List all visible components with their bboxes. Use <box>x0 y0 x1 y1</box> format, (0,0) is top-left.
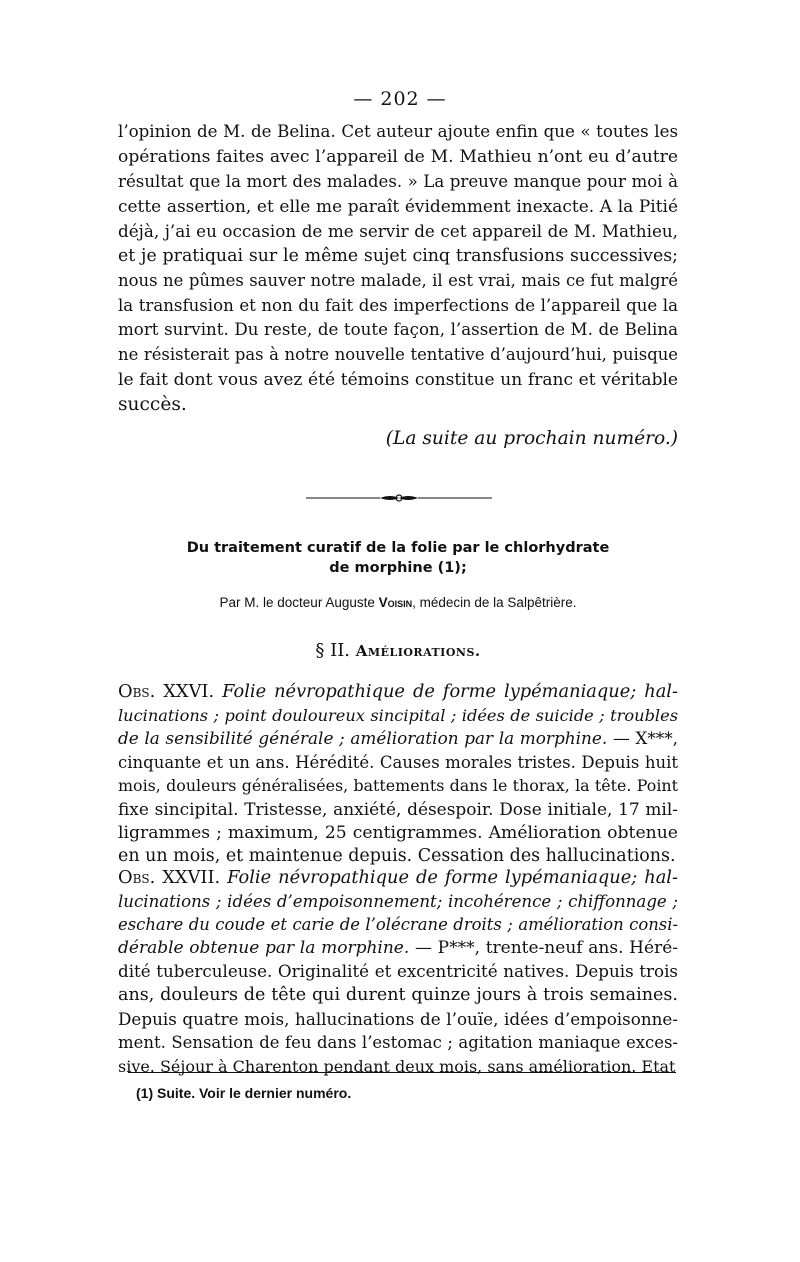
observation-text: Depuis quatre mois, hallucinations de l’ouïe, idées d’empoisonne- <box>118 1008 678 1029</box>
intro-line: nous ne pûmes sauver notre malade, il est vrai, mais ce fut malgré <box>118 270 678 290</box>
intro-line: ne résisterait pas à notre nouvelle tentative d’aujourd’hui, puisque <box>118 345 678 365</box>
observation-line <box>118 984 678 1008</box>
observation-line <box>118 866 678 890</box>
intro-line: la transfusion et non du fait des imperfections de l’appareil que la <box>118 295 678 315</box>
observation-line <box>118 680 678 704</box>
observation-line <box>118 1008 678 1032</box>
author-suffix: , médecin de la Salpêtrière. <box>412 595 577 610</box>
observation-text: — X***, <box>607 728 678 749</box>
observation-line <box>118 890 678 914</box>
author-prefix: Par M. le docteur Auguste <box>219 595 379 610</box>
observation-line <box>118 822 678 846</box>
observation-line <box>118 727 678 751</box>
intro-line: le fait dont vous avez été témoins constitue un franc et véritable <box>118 369 678 390</box>
intro-line: l’opinion de M. de Belina. Cet auteur ajoute enfin que « toutes les <box>118 122 678 141</box>
observation-27 <box>118 866 678 1078</box>
observation-text: ment. Sensation de feu dans l’estomac ; agitation maniaque exces- <box>118 1033 678 1053</box>
observation-line <box>118 1055 678 1079</box>
observation-label: Obs. XXVI. <box>118 681 223 702</box>
article-title-line-2: de morphine (1); <box>329 560 467 576</box>
observation-italic-text: Folie névropathique de forme lypémaniaque; hal- <box>227 867 678 888</box>
page-number: — 202 — <box>353 88 447 110</box>
intro-line: et je pratiquai sur le même sujet cinq transfusions successives; <box>118 245 678 266</box>
observation-line <box>118 798 678 822</box>
observation-italic-text: eschare du coude et carie de l’olécrane droits ; amélioration consi- <box>118 915 678 935</box>
observation-italic-text: de la sensibilité générale ; amélioration par la morphine. <box>118 728 608 749</box>
observation-label: Obs. XXVII. <box>118 867 228 888</box>
intro-line: succès. <box>118 393 187 415</box>
ornamental-separator <box>306 492 492 504</box>
observation-line <box>118 774 678 798</box>
observation-italic-text: dérable obtenue par la morphine. <box>118 937 410 958</box>
intro-line: résultat que la mort des malades. » La preuve manque pour moi à <box>118 171 678 191</box>
intro-line: cette assertion, et elle me paraît évidemment inexacte. A la Pitié <box>118 196 678 217</box>
intro-line: opérations faites avec l’appareil de M. Mathieu n’ont eu d’autre <box>118 146 678 167</box>
section-heading <box>118 640 678 661</box>
footnote: (1) Suite. Voir le dernier numéro. <box>136 1085 352 1101</box>
observation-text: mois, douleurs généralisées, battements dans le thorax, la tête. Point <box>118 776 678 796</box>
section-title: Améliorations. <box>355 642 481 660</box>
observation-line <box>118 937 678 961</box>
article-title <box>118 538 678 578</box>
observation-line <box>118 1031 678 1055</box>
observation-text: — P***, trente-neuf ans. Héré- <box>409 937 678 958</box>
section-mark: § II. <box>315 640 351 661</box>
observation-text: ans, douleurs de tête qui durent quinze jours à trois semaines. <box>118 984 678 1005</box>
observation-italic-text: Folie névropathique de forme lypémaniaque; hal- <box>222 681 678 702</box>
article-title-line-1: Du traitement curatif de la folie par le chlorhydrate <box>186 540 610 556</box>
observation-line <box>118 960 678 984</box>
intro-line: déjà, j’ai eu occasion de me servir de cet appareil de M. Mathieu, <box>118 221 678 242</box>
observation-text: dité tuberculeuse. Originalité et excentricité natives. Depuis trois <box>118 961 678 982</box>
observation-26 <box>118 680 678 869</box>
author-name: Voisin <box>378 595 413 610</box>
observation-text: fixe sincipital. Tristesse, anxiété, désespoir. Dose initiale, 17 mil- <box>118 798 678 819</box>
author-line <box>118 595 678 610</box>
observation-text: ligrammes ; maximum, 25 centigrammes. Amélioration obtenue <box>118 822 678 843</box>
observation-line <box>118 704 678 728</box>
observation-line <box>118 751 678 775</box>
continued-note: (La suite au prochain numéro.) <box>385 428 678 449</box>
intro-paragraph <box>118 120 678 418</box>
observation-text: sive. Séjour à Charenton pendant deux mois, sans amélioration. Etat <box>118 1056 676 1076</box>
observation-text: en un mois, et maintenue depuis. Cessation des hallucinations. <box>118 846 676 867</box>
footnote-rule <box>128 1072 676 1073</box>
observation-italic-text: lucinations ; idées d’empoisonnement; incohérence ; chiffonnage ; <box>118 891 678 911</box>
intro-line: mort survint. Du reste, de toute façon, l’assertion de M. de Belina <box>118 320 678 340</box>
observation-text: cinquante et un ans. Hérédité. Causes morales tristes. Depuis huit <box>118 752 678 772</box>
observation-line <box>118 913 678 937</box>
observation-italic-text: lucinations ; point douloureux sincipital ; idées de suicide ; troubles <box>118 705 678 725</box>
